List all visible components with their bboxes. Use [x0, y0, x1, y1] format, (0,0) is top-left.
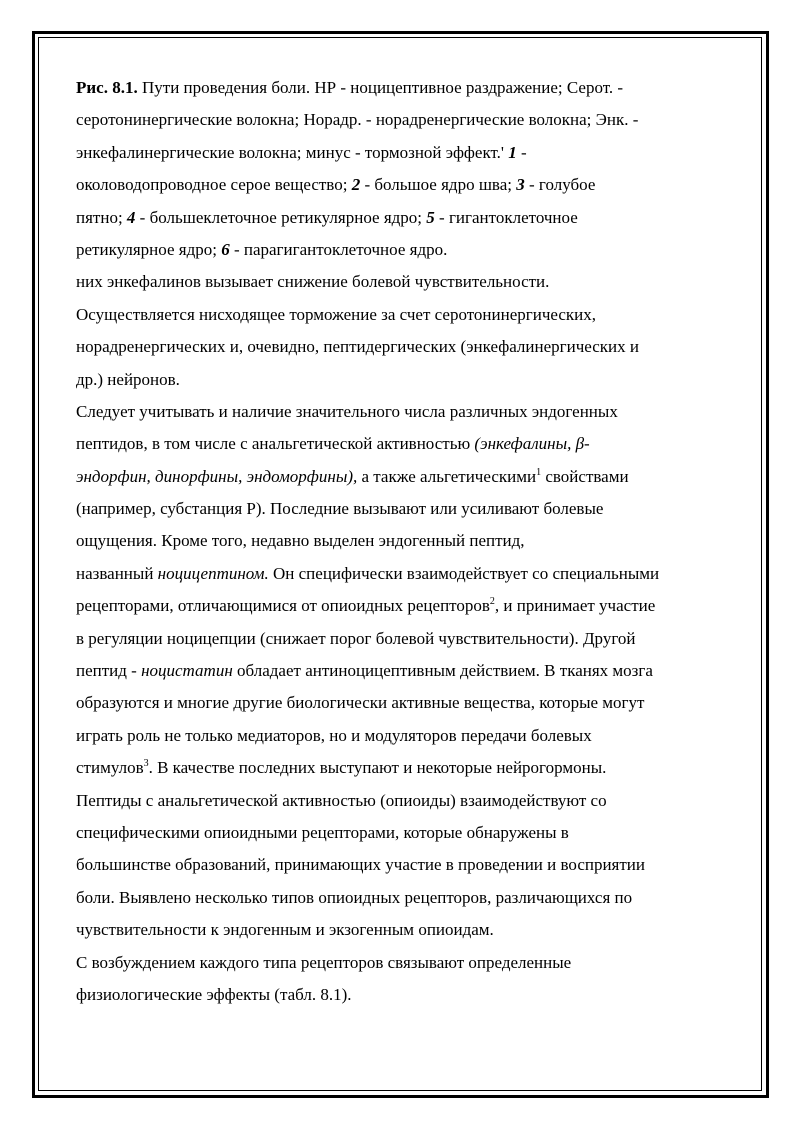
italic-text: ноцицептином.: [157, 563, 269, 583]
legend-number: 2: [351, 175, 361, 195]
body-line: пептид - ноцистатин обладает антиноцицептивным действием. В тканях мозга: [76, 661, 653, 681]
legend-number: 6: [221, 239, 230, 259]
caption-line: энкефалинергические волокна; минус - тормозной эффект.' 1 -: [76, 142, 527, 162]
body-line: чувствительности к эндогенным и экзогенным опиоидам.: [76, 920, 494, 940]
italic-text: ноцистатин: [141, 661, 233, 681]
body-line: специфическими опиоидными рецепторами, которые обнаружены в: [76, 822, 569, 842]
body-line: ощущения. Кроме того, недавно выделен эндогенный пептид,: [76, 531, 525, 551]
caption-line: Рис. 8.1. Пути проведения боли. НР - ноцицептивное раздражение; Серот. -: [76, 78, 624, 97]
body-line: них энкефалинов вызывает снижение болевой чувствительности.: [76, 272, 550, 292]
footnote-ref: 3: [143, 758, 149, 770]
body-line: физиологические эффекты (табл. 8.1).: [76, 984, 352, 1004]
footnote-ref: 2: [489, 596, 495, 608]
legend-number: 4: [126, 207, 136, 227]
caption-line: пятно; 4 - большеклеточное ретикулярное ядро; 5 - гигантоклеточное: [76, 207, 578, 227]
body-line: стимулов$^3$. В качестве последних выступают и некоторые нейрогормоны.: [76, 758, 607, 778]
body-line: эндорфин, динорфины, эндоморфины), а также альгетическими$^1$ свойствами: [76, 466, 629, 486]
body-line: в регуляции ноцицепции (снижает порог болевой чувствительности). Другой: [76, 628, 636, 648]
body-line: большинстве образований, принимающих участие в проведении и восприятии: [76, 855, 646, 875]
figure-label: Рис. 8.1.: [76, 78, 138, 97]
body-line: др.) нейронов.: [76, 369, 180, 389]
body-line: боли. Выявлено несколько типов опиоидных рецепторов, различающихся по: [76, 887, 633, 907]
italic-text: (энкефалины, β-: [474, 434, 590, 454]
caption-line: околоводопроводное серое вещество; 2 - большое ядро шва; 3 - голубое: [76, 175, 596, 195]
italic-text: эндорфин, динорфины, эндоморфины),: [76, 466, 358, 486]
caption-line: серотонинергические волокна; Норадр. - норадренергические волокна; Энк. -: [76, 110, 639, 130]
body-line: Пептиды с анальгетической активностью (опиоиды) взаимодействуют со: [76, 790, 607, 810]
body-line: (например, субстанция Р). Последние вызывают или усиливают болевые: [76, 499, 604, 519]
legend-number: 1: [508, 142, 517, 162]
body-line: рецепторами, отличающимися от опиоидных рецепторов$^2$, и принимает участие: [76, 596, 656, 616]
body-line: С возбуждением каждого типа рецепторов связывают определенные: [76, 952, 572, 972]
body-line: пептидов, в том числе с анальгетической активностью (энкефалины, β-: [76, 434, 590, 454]
body-line: норадренергических и, очевидно, пептидергических (энкефалинергических и: [76, 337, 639, 357]
document-text: [76, 72, 736, 1011]
body-line: Осуществляется нисходящее торможение за счет серотонинергических,: [76, 304, 597, 324]
legend-number: 3: [516, 175, 525, 195]
body-line: названный ноцицептином. Он специфически взаимодействует со специальными: [76, 563, 660, 583]
body-line: играть роль не только медиаторов, но и модуляторов передачи болевых: [76, 725, 592, 745]
footnote-ref: 1: [536, 466, 542, 478]
legend-number: 5: [426, 207, 435, 227]
caption-line: ретикулярное ядро; 6 - парагигантоклеточное ядро.: [76, 239, 448, 259]
body-line: образуются и многие другие биологически активные вещества, которые могут: [76, 693, 645, 713]
body-line: Следует учитывать и наличие значительного числа различных эндогенных: [76, 401, 618, 421]
